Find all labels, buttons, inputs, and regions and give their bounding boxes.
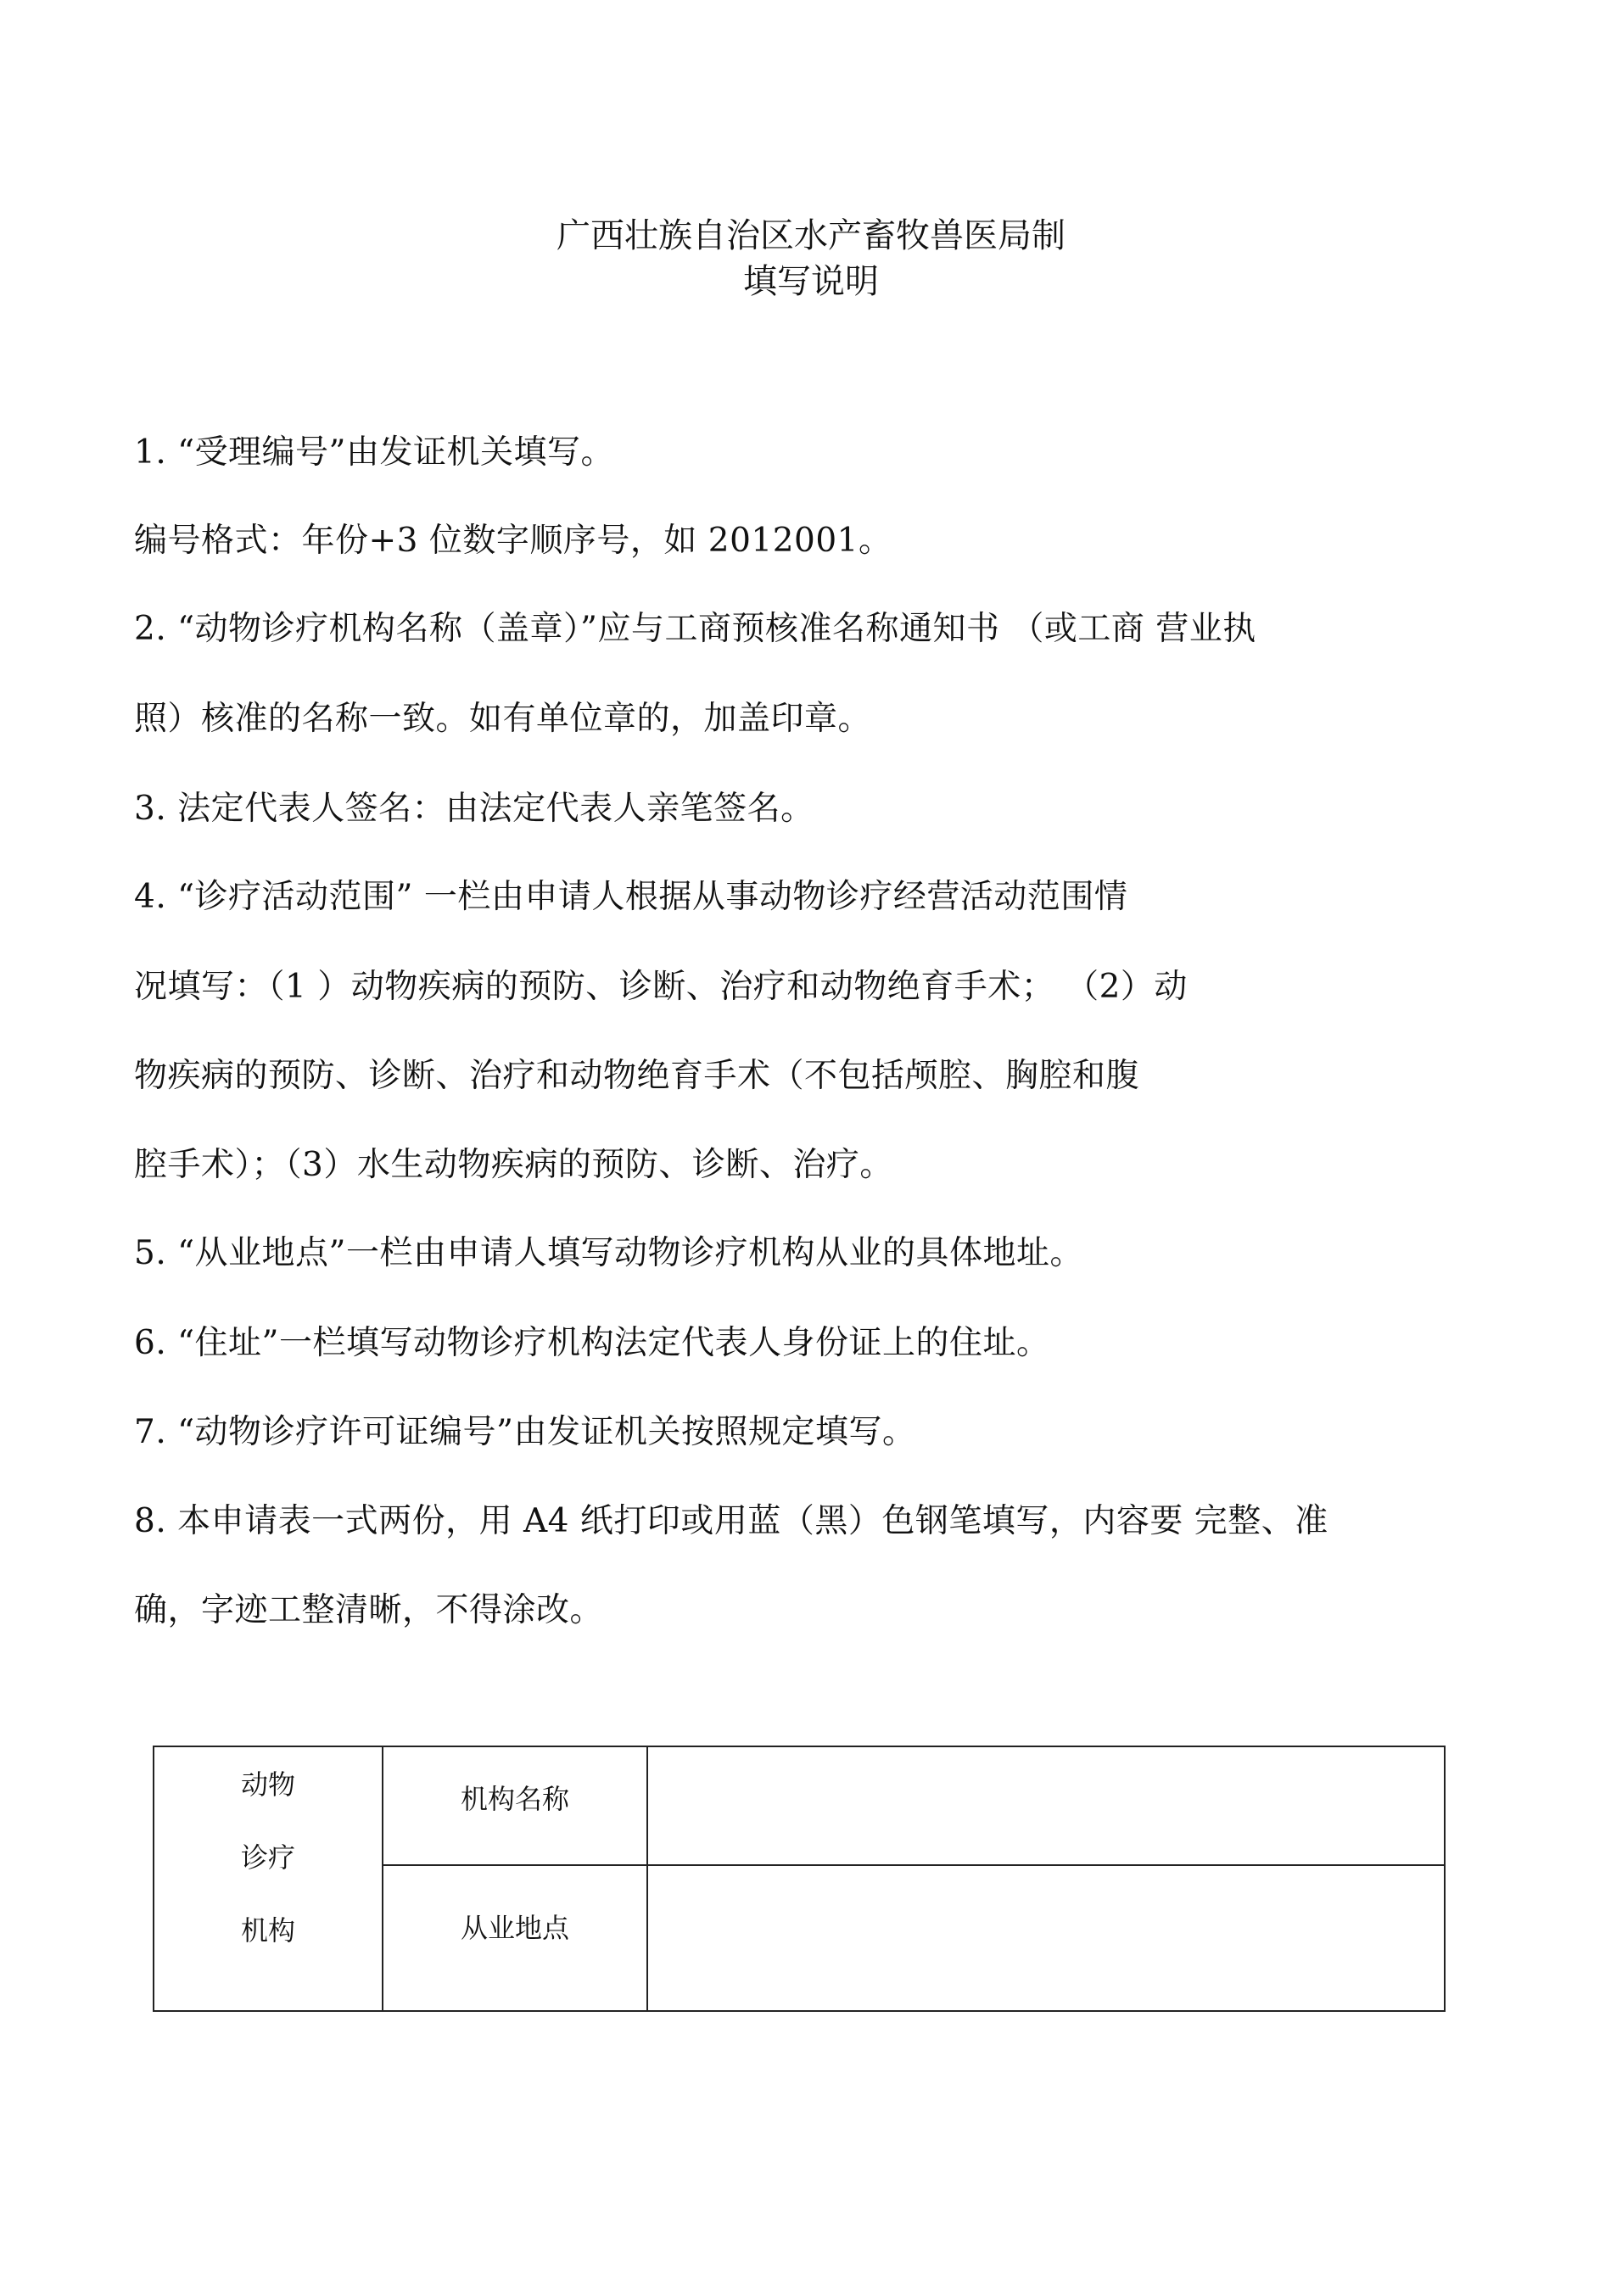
practice-location-label-cell <box>383 1865 647 2011</box>
instruction-line: 5. “从业地点”一栏由申请人填写动物诊疗机构从业的具体地址。 <box>134 1234 1083 1272</box>
instruction-line: 腔手术）；（3）水生动物疾病的预防、诊断、治疗。 <box>134 1146 893 1184</box>
group-label-cell <box>154 1746 383 2011</box>
practice-location-label: 从业地点 <box>460 1912 569 1944</box>
instruction-line: 4. “诊疗活动范围” 一栏由申请人根据从事动物诊疗经营活动范围情 <box>134 878 1128 916</box>
instruction-line: 6. “住址”一栏填写动物诊疗机构法定代表人身份证上的住址。 <box>134 1324 1050 1362</box>
instruction-line: 8. 本申请表一式两份，用 A4 纸打印或用蓝（黑）色钢笔填写，内容要 完整、准 <box>134 1502 1328 1540</box>
group-label-line: 诊疗 <box>240 1841 295 1874</box>
instruction-line: 7. “动物诊疗许可证编号”由发证机关按照规定填写。 <box>134 1413 916 1451</box>
group-label-line: 动物 <box>240 1768 295 1801</box>
instruction-line: 3. 法定代表人签名：由法定代表人亲笔签名。 <box>134 790 814 828</box>
instruction-line: 2. “动物诊疗机构名称（盖章）”应与工商预核准名称通知书 （或工商 营业执 <box>134 610 1256 648</box>
instruction-line: 编号格式：年份+3 位数字顺序号，如 2012001。 <box>134 522 892 560</box>
practice-location-field[interactable] <box>647 1865 1445 2011</box>
instruction-line: 物疾病的预防、诊断、治疗和动物绝育手术（不包括颅腔、胸腔和腹 <box>134 1057 1140 1095</box>
institution-name-label-cell <box>383 1746 647 1865</box>
instruction-line: 确，字迹工整清晰，不得涂改。 <box>134 1591 604 1629</box>
issuer-title: 广西壮族自治区水产畜牧兽医局制 <box>557 216 1065 255</box>
instruction-line: 照）核准的名称一致。如有单位章的，加盖印章。 <box>134 700 872 738</box>
instruction-line: 况填写：（1 ）动物疾病的预防、诊断、治疗和动物绝育手术； （2）动 <box>134 968 1188 1006</box>
group-label-line: 机构 <box>240 1914 295 1947</box>
institution-name-label: 机构名称 <box>460 1783 569 1815</box>
page-title: 填写说明 <box>743 262 879 301</box>
institution-name-field[interactable] <box>647 1746 1445 1865</box>
instruction-line: 1. “受理编号”由发证机关填写。 <box>134 433 614 472</box>
clinic-info-table <box>153 1746 1446 2012</box>
